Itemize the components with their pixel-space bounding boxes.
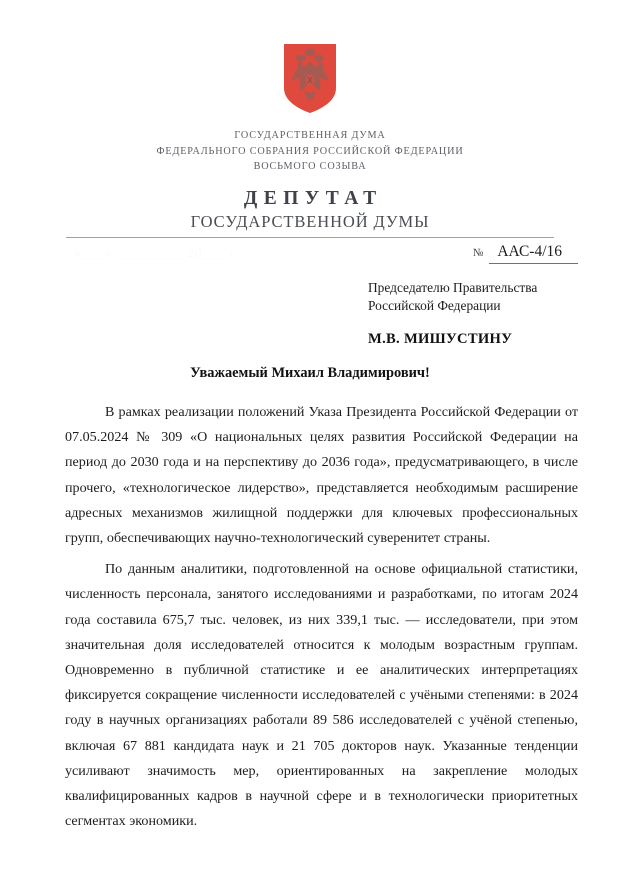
body-paragraph: По данным аналитики, подготовленной на основе официальной статистики, численность персонала, занятого исследованиями и разработками, по итогам 2024 года составила 675,7 тыс. человек, из них 339,1 тыс. — исследователи, при этом значительная доля исследователей относится к молодым возрастным группам. Одновременно в публичной статистике и ее аналитических интерпретациях фиксируется сокращение численности исследователей с учёными степенями: в 2024 году в научных организациях работали 89 586 исследователей с учёной степенью, включая 67 881 кандидата наук и 21 705 докторов наук. Указанные тенденции усиливают значимость мер, ориентированных на закрепление молодых квалифицированных кадров в научной сфере и в технологически приоритетных сегментах экономики. (65, 561, 578, 830)
addressee-line-2: Российской Федерации (368, 298, 501, 313)
letterhead-line-1: ГОСУДАРСТВЕННАЯ ДУМА (234, 130, 386, 141)
document-body (65, 400, 578, 838)
addressee-name: М.В. МИШУСТИНУ (368, 331, 513, 347)
letterhead (0, 128, 620, 232)
letterhead-title: ДЕПУТАТ (243, 187, 383, 209)
date-placeholder: «___» _________ 20___ г. (74, 245, 239, 260)
letterhead-line-3: ВОСЬМОГО СОЗЫВА (253, 161, 367, 172)
letterhead-subtitle: ГОСУДАРСТВЕННОЙ ДУМЫ (190, 211, 430, 231)
addressee-block (368, 279, 580, 315)
number-sign: № (472, 247, 484, 259)
reference-line (66, 243, 578, 267)
reference-number-value: ААС-4/16 (489, 243, 578, 264)
body-paragraph: В рамках реализации положений Указа Президента Российской Федерации от 07.05.2024 № 309 «О национальных целях развития Российской Федерации на период до 2030 года и на перспективу до 2036 года», предусматривающего, в числе прочего, «технологическое лидерство», представляется необходимым расширение адресных механизмов жилищной поддержки для ключевых профессиональных групп, обеспечивающих научно-технологический суверенитет страны. (65, 404, 578, 547)
letterhead-line-2: ФЕДЕРАЛЬНОГО СОБРАНИЯ РОССИЙСКОЙ ФЕДЕРАЦИИ (156, 145, 464, 157)
header-divider (66, 237, 554, 238)
emblem-container (0, 0, 620, 114)
salutation: Уважаемый Михаил Владимирович! (190, 365, 430, 381)
addressee-line-1: Председателю Правительства (368, 280, 538, 295)
reference-number (473, 243, 578, 264)
russian-coat-of-arms-icon (282, 42, 338, 114)
